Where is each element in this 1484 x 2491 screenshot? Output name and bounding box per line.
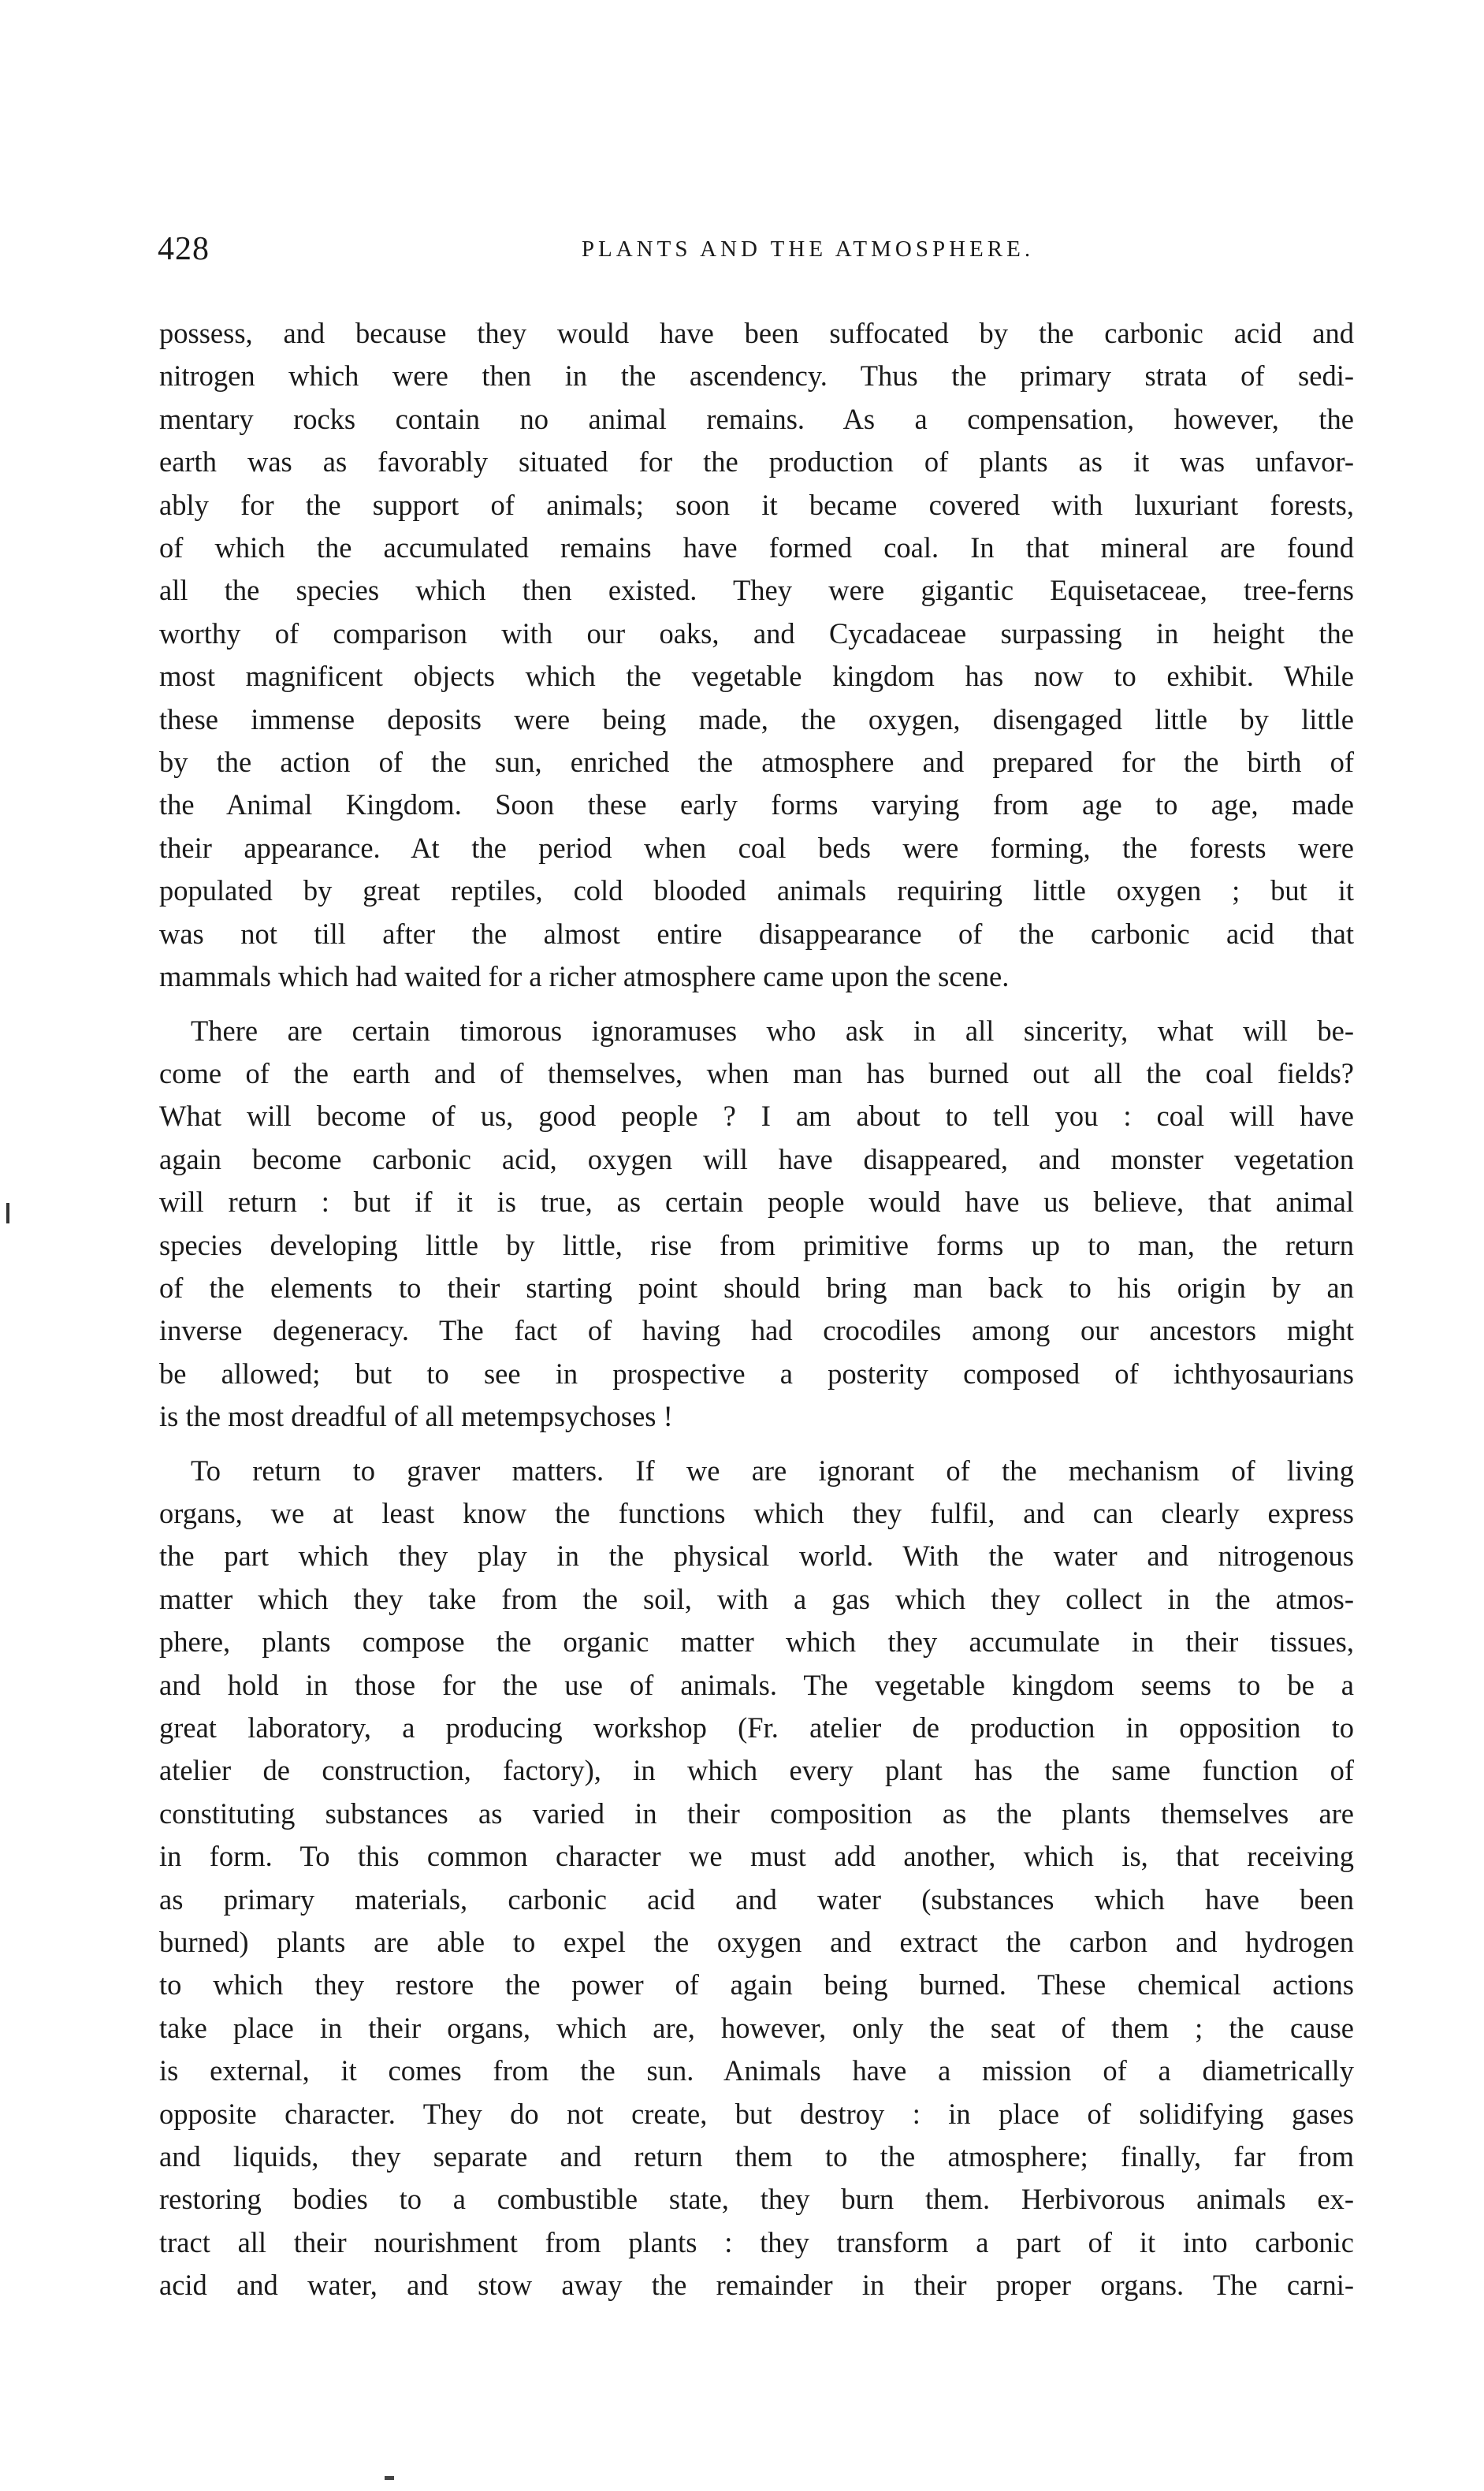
text-line: mentary rocks contain no animal remains. As a compensation, however, the: [159, 402, 1354, 435]
body-text: [159, 312, 1354, 2318]
text-line: great laboratory, a producing workshop (Fr. atelier de production in opposition to: [159, 1711, 1354, 1744]
text-line: the Animal Kingdom. Soon these early forms varying from age to age, made: [159, 788, 1354, 821]
text-line: most magnificent objects which the vegetable kingdom has now to exhibit. While: [159, 660, 1354, 693]
page-number: 428: [158, 231, 210, 267]
page-header: [158, 230, 1356, 277]
text-line: opposite character. They do not create, but destroy : in place of solidifying gases: [159, 2097, 1354, 2130]
text-line: To return to graver matters. If we are ignorant of the mechanism of living: [191, 1454, 1354, 1487]
text-line: acid and water, and stow away the remainder in their proper organs. The carni-: [159, 2269, 1354, 2302]
text-line: the part which they play in the physical world. With the water and nitrogenous: [159, 1540, 1354, 1573]
text-line: is external, it comes from the sun. Animals have a mission of a diametrically: [159, 2054, 1354, 2087]
text-line: by the action of the sun, enriched the atmosphere and prepared for the birth of: [159, 746, 1354, 779]
paragraph-3: [159, 1450, 1354, 2307]
text-line: to which they restore the power of again being burned. These chemical actions: [159, 1968, 1354, 2001]
text-line: their appearance. At the period when coal beds were forming, the forests were: [159, 831, 1354, 864]
margin-mark: [6, 1203, 9, 1223]
text-line: phere, plants compose the organic matter which they accumulate in their tissues,: [159, 1625, 1354, 1659]
text-line: tract all their nourishment from plants : they transform a part of it into carbonic: [159, 2225, 1354, 2258]
text-line: and hold in those for the use of animals. The vegetable kingdom seems to be a: [159, 1668, 1354, 1701]
text-line: of which the accumulated remains have formed coal. In that mineral are found: [159, 531, 1354, 564]
text-line: take place in their organs, which are, however, only the seat of them ; the cause: [159, 2011, 1354, 2044]
text-line: atelier de construction, factory), in which every plant has the same function of: [159, 1754, 1354, 1787]
text-line: species developing little by little, rise from primitive forms up to man, the return: [159, 1228, 1354, 1261]
text-line: constituting substances as varied in their composition as the plants themselves are: [159, 1797, 1354, 1830]
text-line: be allowed; but to see in prospective a posterity composed of ichthyosaurians: [159, 1357, 1354, 1390]
paragraph-2: [159, 1010, 1354, 1439]
text-line: of the elements to their starting point should bring man back to his origin by an: [159, 1271, 1354, 1304]
text-line: again become carbonic acid, oxygen will have disappeared, and monster vegetation: [159, 1142, 1354, 1175]
text-line: come of the earth and of themselves, when man has burned out all the coal fields?: [159, 1056, 1354, 1089]
paragraph-1: [159, 312, 1354, 999]
text-line: is the most dreadful of all metempsychoses !: [159, 1400, 673, 1433]
text-line: mammals which had waited for a richer atmosphere came upon the scene.: [159, 960, 1010, 993]
text-line: nitrogen which were then in the ascendency. Thus the primary strata of sedi-: [159, 359, 1354, 393]
text-line: restoring bodies to a combustible state, they burn them. Herbivorous animals ex-: [159, 2183, 1354, 2216]
text-line: earth was as favorably situated for the production of plants as it was unfavor-: [159, 445, 1354, 478]
text-line: burned) plants are able to expel the oxygen and extract the carbon and hydrogen: [159, 1926, 1354, 1959]
text-line: these immense deposits were being made, the oxygen, disengaged little by little: [159, 702, 1354, 735]
text-line: was not till after the almost entire disappearance of the carbonic acid that: [159, 917, 1354, 950]
text-line: ably for the support of animals; soon it became covered with luxuriant forests,: [159, 488, 1354, 521]
text-line: in form. To this common character we must add another, which is, that receiving: [159, 1840, 1354, 1873]
text-line: and liquids, they separate and return them to the atmosphere; finally, far from: [159, 2140, 1354, 2173]
text-line: organs, we at least know the functions which they fulfil, and can clearly express: [159, 1496, 1354, 1529]
text-line: inverse degeneracy. The fact of having had crocodiles among our ancestors might: [159, 1314, 1354, 1347]
text-line: as primary materials, carbonic acid and water (substances which have been: [159, 1882, 1354, 1916]
text-line: What will become of us, good people ? I am about to tell you : coal will have: [159, 1100, 1354, 1133]
text-line: will return : but if it is true, as certain people would have us believe, that animal: [159, 1186, 1354, 1219]
footer-mark: [385, 2476, 394, 2480]
text-line: There are certain timorous ignoramuses who ask in all sincerity, what will be-: [191, 1014, 1354, 1047]
text-line: matter which they take from the soil, with a gas which they collect in the atmos-: [159, 1582, 1354, 1615]
text-line: populated by great reptiles, cold blooded animals requiring little oxygen ; but it: [159, 874, 1354, 907]
text-line: worthy of comparison with our oaks, and Cycadaceae surpassing in height the: [159, 616, 1354, 650]
text-line: all the species which then existed. They were gigantic Equisetaceae, tree-ferns: [159, 574, 1354, 607]
running-head: PLANTS AND THE ATMOSPHERE.: [581, 236, 1035, 262]
text-line: possess, and because they would have been suffocated by the carbonic acid and: [159, 317, 1354, 349]
